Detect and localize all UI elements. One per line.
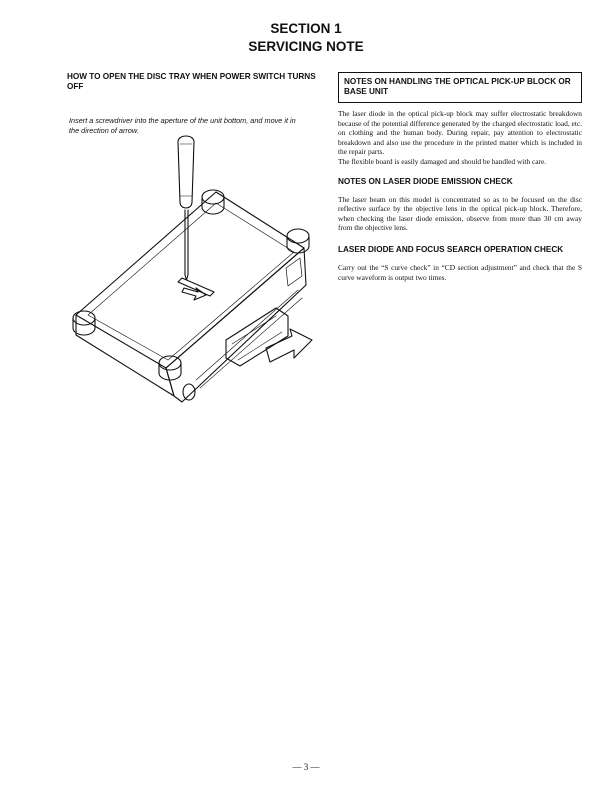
disc-tray-illustration (66, 130, 328, 420)
focus-search-heading: LASER DIODE AND FOCUS SEARCH OPERATION CHECK (338, 244, 564, 254)
foot-right (287, 229, 309, 243)
pickup-paragraph: The laser diode in the optical pick-up block may suffer electrostatic breakdown because of the potential difference generated by the charged electrostatic load, etc. on clothing and the human body. During repair, pay attention to electrostatic breakdown and also use the procedure in the printed matter which is included in the repair parts. (338, 109, 582, 157)
right-column (338, 72, 582, 282)
aperture-slot (178, 278, 214, 296)
section-name: SERVICING NOTE (248, 39, 364, 54)
unit-left-face (76, 315, 174, 396)
screwdriver-shaft (185, 210, 188, 275)
screwdriver-handle (178, 136, 194, 208)
unit-top-face (76, 192, 304, 368)
section-number: SECTION 1 (270, 21, 342, 36)
pickup-heading-box (338, 72, 582, 103)
disc-tray-caption: Insert a screwdriver into the aperture of the unit bottom, and move it in the direction of arrow. (69, 116, 296, 135)
left-column (67, 72, 319, 135)
section-title (0, 20, 612, 56)
page-number: — 3 — (292, 762, 320, 772)
disc-tray-heading: HOW TO OPEN THE DISC TRAY WHEN POWER SWITCH TURNS OFF (67, 72, 316, 91)
foot-back (202, 190, 224, 204)
unit-front-face (166, 248, 306, 402)
focus-search-paragraph: Carry out the “S curve check” in “CD section adjustment” and check that the S curve waveform is output two times. (338, 262, 582, 282)
pickup-heading: NOTES ON HANDLING THE OPTICAL PICK-UP BLOCK OR BASE UNIT (344, 77, 571, 96)
flexible-board-paragraph: The flexible board is easily damaged and should be handled with care. (338, 156, 547, 166)
direction-arrow-small (182, 288, 206, 300)
laser-emission-paragraph: The laser beam on this model is concentrated so as to be focused on the disc reflective surface by the objective lens in the optical pick-up block. Therefore, when checking the laser diode emission, observe from more than 30 cm away from the objective lens. (338, 194, 582, 233)
laser-emission-heading: NOTES ON LASER DIODE EMISSION CHECK (338, 176, 513, 186)
